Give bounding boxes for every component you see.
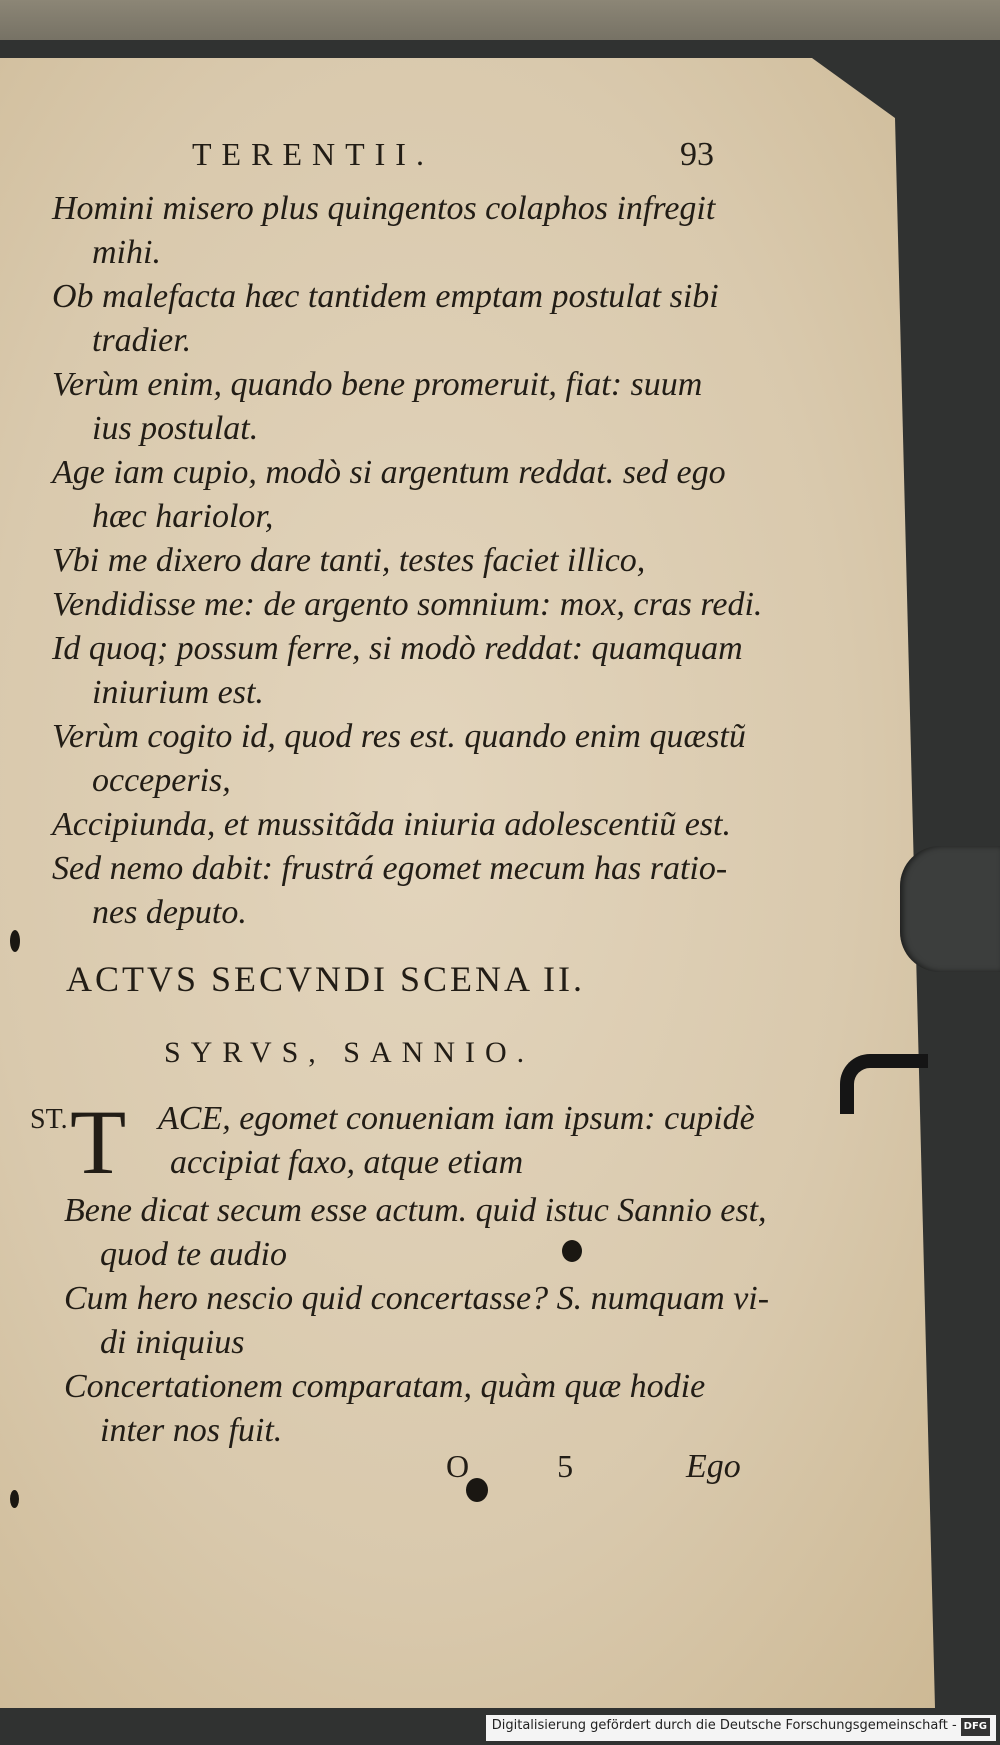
digitization-credit [486,1715,996,1741]
body-line: occeperis, [92,762,231,799]
body-line: Vbi me dixero dare tanti, testes faciet illico, [52,542,646,579]
dialogue-line: di iniquius [100,1324,245,1361]
body-line: mihi. [92,234,161,271]
body-line: Sed nemo dabit: frustrá egomet mecum has ratio- [52,850,728,887]
body-line: Age iam cupio, modò si argentum reddat. sed ego [52,454,726,491]
dialogue-line: ACE, egomet conueniam iam ipsum: cupidè [158,1100,755,1137]
signature-mark: O 5 [446,1448,614,1484]
body-line: Verùm cogito id, quod res est. quando enim quæstũ [52,718,746,755]
speaker-label: ST. [30,1104,68,1135]
body-line: Accipiunda, et mussitãda iniuria adolescentiũ est. [52,806,731,843]
body-line: tradier. [92,322,192,359]
dfg-logo: DFG [961,1718,990,1736]
body-line: Ob malefacta hæc tantidem emptam postulat sibi [52,278,719,315]
dialogue-line: Cum hero nescio quid concertasse? S. numquam vi- [64,1280,770,1317]
scene-title: ACTVS SECVNDI SCENA II. [66,959,586,999]
drop-cap: T [70,1091,127,1193]
dialogue-line: quod te audio [100,1236,287,1273]
catchword: Ego [686,1448,741,1485]
dialogue-line: inter nos fuit. [100,1412,283,1449]
running-title: TERENTII. [192,136,434,172]
dialogue-line: Bene dicat secum esse actum. quid istuc Sannio est, [64,1192,767,1229]
body-line: hæc hariolor, [92,498,274,535]
credit-text: Digitalisierung gefördert durch die Deutsche Forschungsgemeinschaft - [491,1718,957,1733]
body-line: Homini misero plus quingentos colaphos infregit [52,190,716,227]
page-number: 93 [680,136,714,173]
dialogue-line: Concertationem comparatam, quàm quæ hodie [64,1368,706,1405]
body-line: ius postulat. [92,410,259,447]
body-line: nes deputo. [92,894,247,931]
scene-characters: SYRVS, SANNIO. [164,1036,535,1069]
body-line: Verùm enim, quando bene promeruit, fiat: suum [52,366,703,403]
dialogue-line: accipiat faxo, atque etiam [170,1144,524,1181]
body-line: iniurium est. [92,674,264,711]
body-line: Id quoq; possum ferre, si modò reddat: quamquam [52,630,743,667]
body-line: Vendidisse me: de argento somnium: mox, cras redi. [52,586,763,623]
